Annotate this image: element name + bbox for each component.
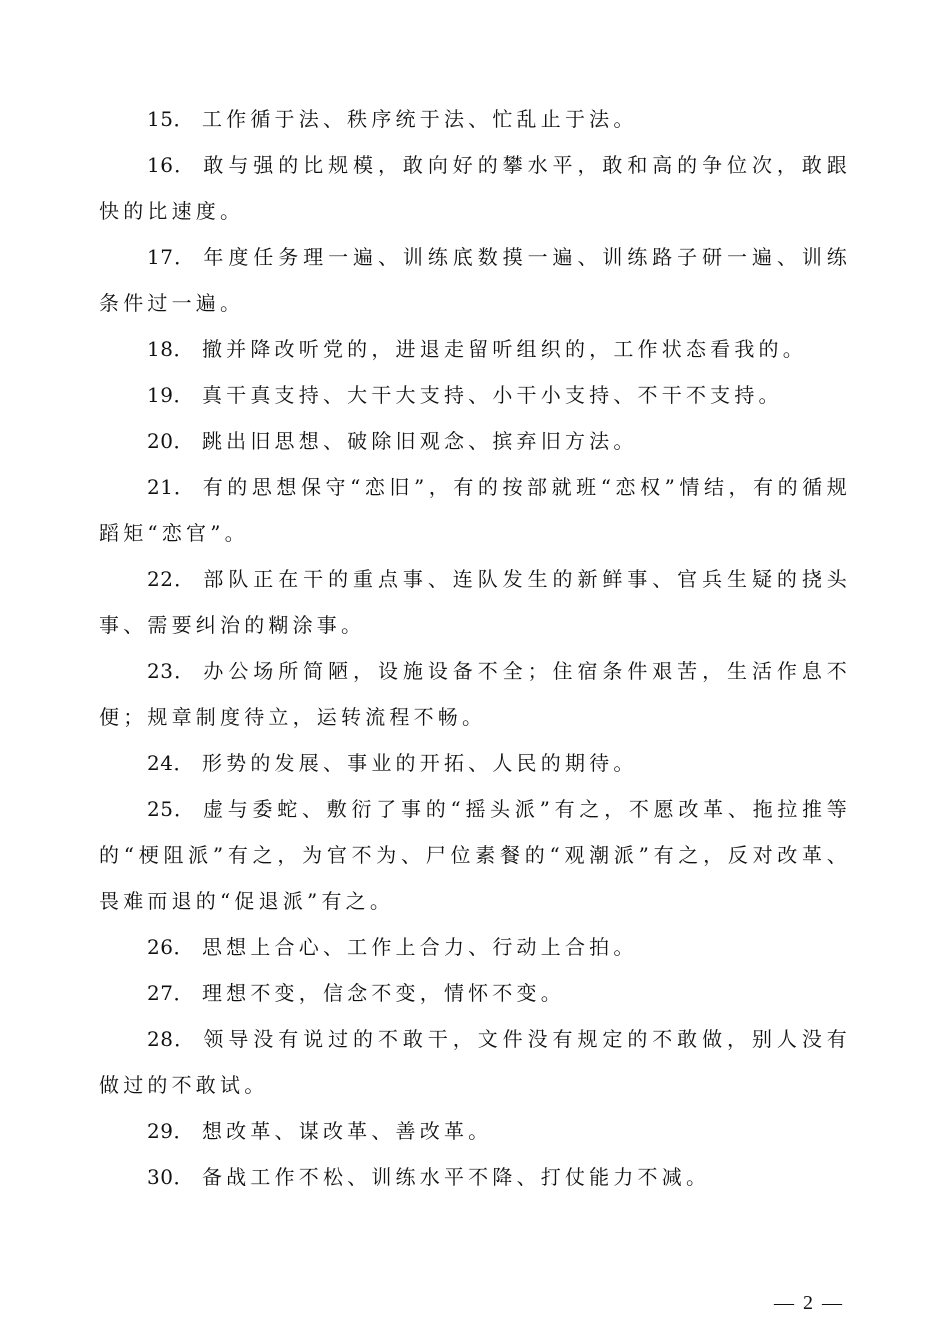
item-text: 年度任务理一遍、训练底数摸一遍、训练路子研一遍、训练条件过一遍。 xyxy=(99,245,851,315)
list-item xyxy=(99,924,851,970)
list-item xyxy=(99,372,851,418)
document-body xyxy=(99,96,851,1200)
item-number: 19． xyxy=(147,383,194,407)
list-item xyxy=(99,648,851,740)
page-number: — 2 — xyxy=(774,1292,844,1314)
item-number: 27． xyxy=(147,981,194,1005)
list-item xyxy=(99,142,851,234)
item-text: 办公场所简陋，设施设备不全；住宿条件艰苦，生活作息不便；规章制度待立，运转流程不畅。 xyxy=(99,659,851,729)
item-number: 22． xyxy=(147,567,196,591)
item-text: 备战工作不松、训练水平不降、打仗能力不减。 xyxy=(201,1165,711,1189)
item-text: 想改革、谋改革、善改革。 xyxy=(201,1119,493,1143)
list-item xyxy=(99,1154,851,1200)
item-number: 18． xyxy=(147,337,194,361)
item-number: 21． xyxy=(147,475,195,499)
list-item xyxy=(99,1108,851,1154)
item-text: 理想不变，信念不变，情怀不变。 xyxy=(201,981,565,1005)
list-item xyxy=(99,740,851,786)
item-text: 思想上合心、工作上合力、行动上合拍。 xyxy=(201,935,638,959)
list-item xyxy=(99,96,851,142)
item-number: 26． xyxy=(147,935,194,959)
item-text: 真干真支持、大干大支持、小干小支持、不干不支持。 xyxy=(201,383,783,407)
item-text: 跳出旧思想、破除旧观念、摈弃旧方法。 xyxy=(201,429,638,453)
item-text: 领导没有说过的不敢干，文件没有规定的不敢做，别人没有做过的不敢试。 xyxy=(99,1027,851,1097)
list-item xyxy=(99,464,851,556)
item-number: 16． xyxy=(147,153,196,177)
item-text: 虚与委蛇、敷衍了事的“摇头派”有之，不愿改革、拖拉推等的“梗阻派”有之，为官不为、尸位素餐的“观潮派”有之，反对改革、畏难而退的“促退派”有之。 xyxy=(99,797,851,913)
list-item xyxy=(99,326,851,372)
item-text: 形势的发展、事业的开拓、人民的期待。 xyxy=(201,751,638,775)
item-number: 25． xyxy=(147,797,196,821)
item-text: 工作循于法、秩序统于法、忙乱止于法。 xyxy=(201,107,638,131)
item-number: 20． xyxy=(147,429,194,453)
list-item xyxy=(99,970,851,1016)
list-item xyxy=(99,786,851,924)
item-number: 17． xyxy=(147,245,196,269)
list-item xyxy=(99,556,851,648)
item-number: 28． xyxy=(147,1027,196,1051)
item-text: 敢与强的比规模，敢向好的攀水平，敢和高的争位次，敢跟快的比速度。 xyxy=(99,153,851,223)
item-text: 有的思想保守“恋旧”，有的按部就班“恋权”情结，有的循规蹈矩“恋官”。 xyxy=(99,475,852,545)
list-item xyxy=(99,418,851,464)
item-number: 30． xyxy=(147,1165,194,1189)
item-number: 24． xyxy=(147,751,194,775)
item-text: 撤并降改听党的，进退走留听组织的，工作状态看我的。 xyxy=(201,337,807,361)
item-number: 23． xyxy=(147,659,196,683)
item-number: 29． xyxy=(147,1119,194,1143)
list-item xyxy=(99,1016,851,1108)
list-item xyxy=(99,234,851,326)
item-text: 部队正在干的重点事、连队发生的新鲜事、官兵生疑的挠头事、需要纠治的糊涂事。 xyxy=(99,567,851,637)
item-number: 15． xyxy=(147,107,194,131)
